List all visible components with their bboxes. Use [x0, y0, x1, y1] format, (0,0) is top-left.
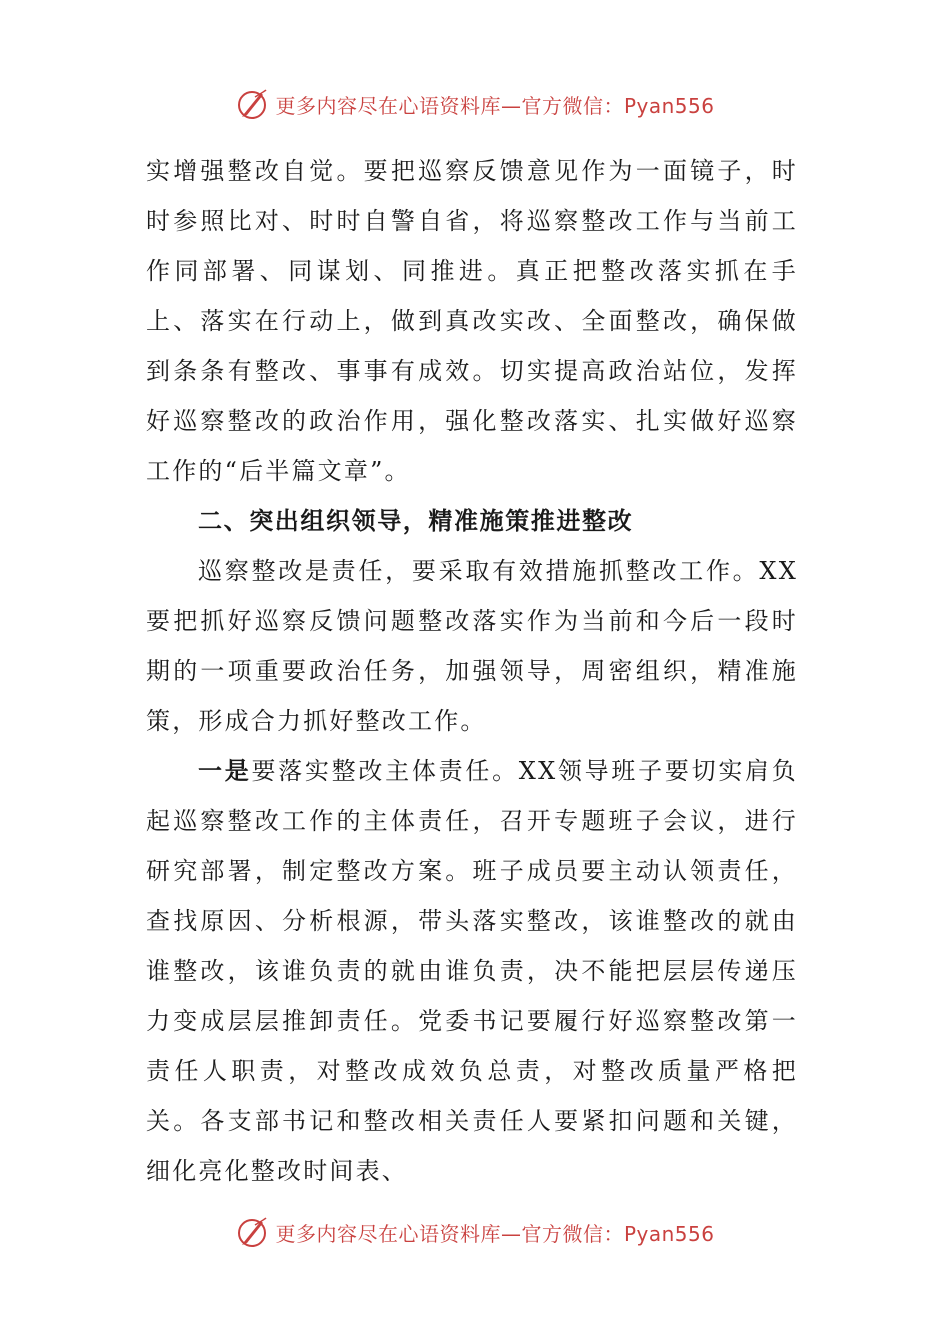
document-body	[146, 146, 798, 1196]
watermark-text: 更多内容尽在心语资料库—官方微信：Pyan556	[275, 1221, 715, 1246]
quill-pen-icon	[235, 87, 269, 121]
footer-watermark	[0, 1212, 950, 1252]
section-heading-2: 二、突出组织领导，精准施策推进整改	[198, 507, 634, 535]
quill-pen-icon	[235, 1215, 269, 1249]
paragraph-section-intro: 巡察整改是责任，要采取有效措施抓整改工作。XX要把抓好巡察反馈问题整改落实作为当前和今后一段时期的一项重要政治任务，加强领导，周密组织，精准施策，形成合力抓好整改工作。	[146, 557, 798, 735]
header-watermark	[0, 84, 950, 124]
paragraph-continuation: 实增强整改自觉。要把巡察反馈意见作为一面镜子，时时参照比对、时时自警自省，将巡察整改工作与当前工作同部署、同谋划、同推进。真正把整改落实抓在手上、落实在行动上，做到真改实改、全面整改，确保做到条条有整改、事事有成效。切实提高政治站位，发挥好巡察整改的政治作用，强化整改落实、扎实做好巡察工作的“后半篇文章”。	[146, 157, 798, 485]
point-one-text: 要落实整改主体责任。XX领导班子要切实肩负起巡察整改工作的主体责任，召开专题班子会议，进行研究部署，制定整改方案。班子成员要主动认领责任，查找原因、分析根源，带头落实整改，该谁整改的就由谁整改，该谁负责的就由谁负责，决不能把层层传递压力变成层层推卸责任。党委书记要履行好巡察整改第一责任人职责，对整改成效负总责，对整改质量严格把关。各支部书记和整改相关责任人要紧扣问题和关键，细化亮化整改时间表、	[146, 757, 798, 1185]
point-one-lead: 一是	[198, 757, 252, 785]
paragraph-point-one	[146, 746, 798, 1196]
watermark-text: 更多内容尽在心语资料库—官方微信：Pyan556	[275, 93, 715, 118]
